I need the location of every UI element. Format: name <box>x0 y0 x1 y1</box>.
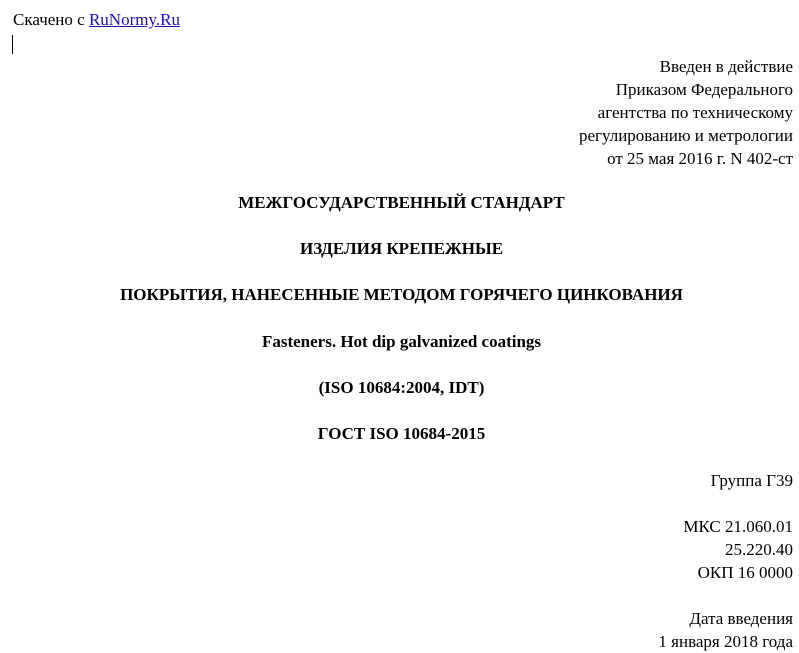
introduction-line: от 25 мая 2016 г. N 402-ст <box>607 149 793 168</box>
title-en: Fasteners. Hot dip galvanized coatings <box>261 332 542 351</box>
source-link[interactable]: RuNormy.Ru <box>88 10 180 29</box>
classification-block <box>683 515 793 584</box>
effective-date-label: Дата введения <box>689 609 793 628</box>
introduction-line: агентства по техническому <box>597 103 793 122</box>
standard-designation: ГОСТ ISO 10684-2015 <box>317 424 486 443</box>
introduction-line: Введен в действие <box>659 57 793 76</box>
title-ru-line-2: ПОКРЫТИЯ, НАНЕСЕННЫЕ МЕТОДОМ ГОРЯЧЕГО ЦИНКОВАНИЯ <box>120 285 683 304</box>
classification-line: 25.220.40 <box>725 540 793 559</box>
introduction-line: Приказом Федерального <box>615 80 793 99</box>
source-line <box>13 9 180 31</box>
effective-date-block <box>658 607 793 653</box>
iso-reference: (ISO 10684:2004, IDT) <box>318 378 485 397</box>
text-cursor <box>12 35 13 54</box>
introduction-block <box>579 55 793 170</box>
classification-line: МКС 21.060.01 <box>683 517 793 536</box>
title-ru-line-1: ИЗДЕЛИЯ КРЕПЕЖНЫЕ <box>299 239 504 258</box>
group-label: Группа Г39 <box>710 471 793 490</box>
classification-line: ОКП 16 0000 <box>697 563 793 582</box>
effective-date-value: 1 января 2018 года <box>658 632 793 651</box>
introduction-line: регулированию и метрологии <box>578 126 793 145</box>
group-block <box>711 469 793 492</box>
standard-type-heading: МЕЖГОСУДАРСТВЕННЫЙ СТАНДАРТ <box>238 193 565 212</box>
source-prefix: Скачено с <box>13 10 85 29</box>
